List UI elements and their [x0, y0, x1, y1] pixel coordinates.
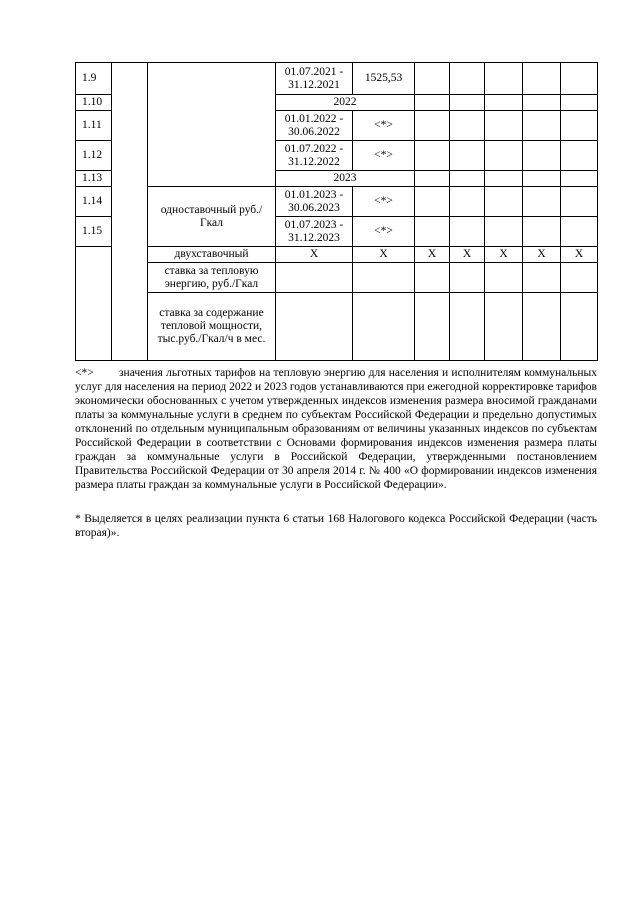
x-mark: X — [276, 247, 353, 263]
empty-cell — [415, 171, 450, 187]
row-number: 1.10 — [76, 95, 112, 111]
table-row — [76, 187, 598, 217]
empty-cell — [523, 263, 561, 293]
table-row — [76, 263, 598, 293]
row-number: 1.12 — [76, 141, 112, 171]
footnote-text: значения льготных тарифов на тепловую энергию для населения и исполнителям коммунальных услуг для населения на период 2022 и 2023 годов устанавливаются при ежегодной корректировке тарифов экономически обоснованных с учетом утвержденных индексов изменения размера вносимой гражданами платы за коммунальные услуги в среднем по субъектам Российской Федерации и предельно допустимых отклонений по отдельным муниципальным образованиям от величины указанных индексов по субъектам Российской Федерации в соответствии с Основами формирования индексов изменения размера платы граждан за коммунальные услуги в Российской Федерации, утвержденными постановлением Правительства Российской Федерации от 30 апреля 2014 г. № 400 «О формировании индексов изменения размера платы граждан за коммунальные услуги в Российской Федерации». — [75, 367, 597, 491]
empty-cell — [485, 141, 523, 171]
empty-cell — [485, 95, 523, 111]
empty-cell — [561, 293, 598, 361]
empty-cell — [523, 293, 561, 361]
x-mark: X — [523, 247, 561, 263]
empty-cell — [523, 63, 561, 95]
empty-cell — [415, 111, 450, 141]
empty-cell — [485, 111, 523, 141]
empty-cell — [485, 63, 523, 95]
empty-cell — [450, 217, 485, 247]
value-cell: <*> — [353, 217, 415, 247]
empty-cell — [415, 293, 450, 361]
energy-rate-label: ставка за тепловую энергию, руб./Гкал — [148, 263, 276, 293]
empty-cell — [561, 263, 598, 293]
empty-cell — [523, 141, 561, 171]
empty-cell — [561, 187, 598, 217]
value-cell: <*> — [353, 187, 415, 217]
empty-cell — [485, 187, 523, 217]
period-cell: 01.01.2023 - 30.06.2023 — [276, 187, 353, 217]
footnote-marker: <*> — [75, 367, 94, 379]
empty-cell — [561, 141, 598, 171]
empty-cell — [415, 95, 450, 111]
row-number: 1.9 — [76, 63, 112, 95]
row-number: 1.15 — [76, 217, 112, 247]
table-row — [76, 63, 598, 95]
x-mark: X — [561, 247, 598, 263]
empty-cell — [353, 263, 415, 293]
empty-cell — [561, 217, 598, 247]
period-cell: 01.07.2021 - 31.12.2021 — [276, 63, 353, 95]
empty-cell — [415, 187, 450, 217]
empty-cell — [276, 263, 353, 293]
empty-cell — [450, 171, 485, 187]
footnotes — [75, 366, 597, 540]
table-row — [76, 247, 598, 263]
period-cell: 01.07.2023 - 31.12.2023 — [276, 217, 353, 247]
empty-cell — [415, 63, 450, 95]
year-cell: 2022 — [276, 95, 415, 111]
empty-cell — [450, 187, 485, 217]
empty-cell — [450, 111, 485, 141]
row-number: 1.13 — [76, 171, 112, 187]
tariff-table — [75, 62, 598, 361]
x-mark: X — [353, 247, 415, 263]
empty-cell — [485, 293, 523, 361]
empty-cell — [415, 217, 450, 247]
year-cell: 2023 — [276, 171, 415, 187]
empty-cell — [415, 141, 450, 171]
empty-cell — [561, 171, 598, 187]
empty-cell — [450, 293, 485, 361]
empty-cell — [148, 63, 276, 187]
empty-cell — [485, 263, 523, 293]
empty-cell — [523, 95, 561, 111]
period-cell: 01.07.2022 - 31.12.2022 — [276, 141, 353, 171]
empty-cell — [523, 111, 561, 141]
empty-cell — [276, 293, 353, 361]
empty-cell — [450, 141, 485, 171]
empty-cell — [485, 217, 523, 247]
empty-cell — [112, 63, 148, 361]
empty-cell — [415, 263, 450, 293]
x-mark: X — [450, 247, 485, 263]
empty-cell — [523, 187, 561, 217]
empty-cell — [523, 171, 561, 187]
empty-cell — [76, 247, 112, 361]
empty-cell — [561, 63, 598, 95]
empty-cell — [561, 95, 598, 111]
period-cell: 01.01.2022 - 30.06.2022 — [276, 111, 353, 141]
two-rate-label: двухставочный — [148, 247, 276, 263]
capacity-rate-label: ставка за содержание тепловой мощности, тыс.руб./Гкал/ч в мес. — [148, 293, 276, 361]
footnote-asterisk: * Выделяется в целях реализации пункта 6 статьи 168 Налогового кодекса Российской Федерации (часть вторая)». — [75, 513, 597, 539]
row-number: 1.14 — [76, 187, 112, 217]
single-rate-label: одноставочный руб./Гкал — [148, 187, 276, 247]
empty-cell — [561, 111, 598, 141]
row-number: 1.11 — [76, 111, 112, 141]
value-cell: <*> — [353, 111, 415, 141]
empty-cell — [485, 171, 523, 187]
footnote-preferential-tariffs — [75, 366, 597, 492]
empty-cell — [523, 217, 561, 247]
empty-cell — [450, 95, 485, 111]
value-cell: <*> — [353, 141, 415, 171]
x-mark: X — [415, 247, 450, 263]
value-cell: 1525,53 — [353, 63, 415, 95]
empty-cell — [450, 263, 485, 293]
x-mark: X — [485, 247, 523, 263]
empty-cell — [353, 293, 415, 361]
empty-cell — [450, 63, 485, 95]
table-row — [76, 293, 598, 361]
